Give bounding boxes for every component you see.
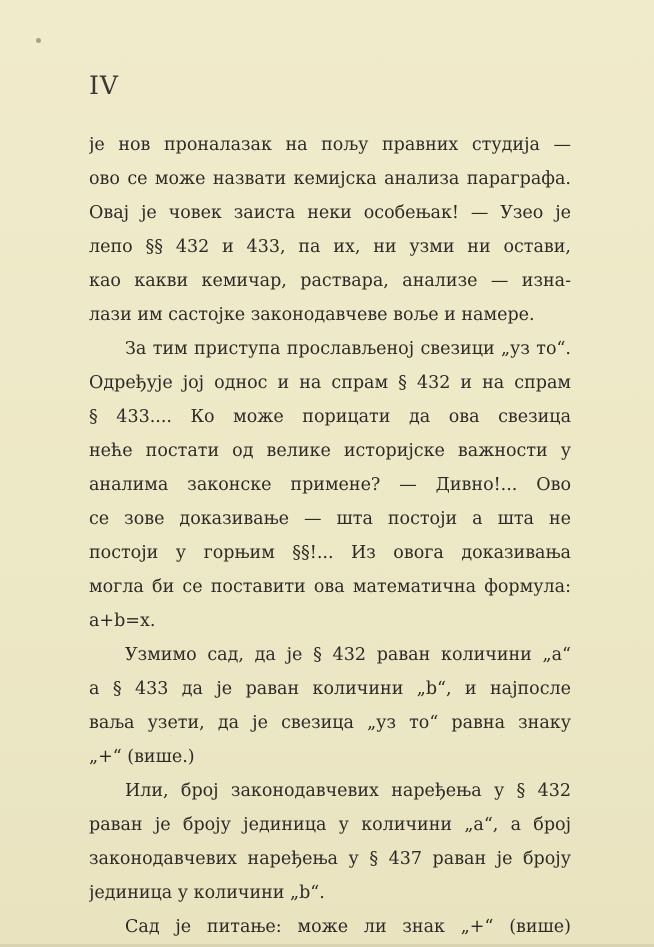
text-line: За тим приступа прослављеној свезици „уз то“. bbox=[125, 339, 571, 359]
text-line: постоји у горњим §§!... Из овога доказивања bbox=[89, 543, 571, 563]
text-line: као какви кемичар, раствара, анализе — изна- bbox=[89, 271, 571, 291]
text-line: „+“ (више.) bbox=[89, 747, 195, 767]
text-line: лази им састојке законодавчеве воље и намере. bbox=[89, 305, 535, 325]
text-line: ваља узети, да је свезица „уз то“ равна знаку bbox=[89, 713, 571, 733]
text-line: се зове доказивање — шта постоји а шта не bbox=[89, 509, 571, 529]
text-line: лепо §§ 432 и 433, па их, ни узми ни остави, bbox=[89, 237, 571, 257]
text-line: је нов проналазак на пољу правних студија — bbox=[89, 135, 571, 155]
text-line: Овај је човек заиста неки особењак! — Узео је bbox=[89, 203, 571, 223]
text-line: Узмимо сад, да је § 432 раван количини „a“ bbox=[125, 645, 571, 665]
text-line: неће постати од велике историјске важности у bbox=[89, 441, 571, 461]
text-line: могла би се поставити ова математична формула: bbox=[89, 577, 571, 597]
text-line: законодавчевих наређења у § 437 раван је броју bbox=[89, 849, 571, 869]
text-line: Или, број законодавчевих наређења у § 432 bbox=[125, 781, 571, 801]
text-line: ово се може назвати кемијска анализа параграфа. bbox=[89, 169, 571, 189]
page-number: IV bbox=[89, 71, 119, 100]
text-line: Одређује јој однос и на спрам § 432 и на спрам bbox=[89, 373, 571, 393]
text-line: а § 433 да је раван количини „b“, и најпосле bbox=[89, 679, 571, 699]
text-line: § 433.... Ко може порицати да ова свезица bbox=[89, 407, 571, 427]
text-line: аналима законске примене? — Дивно!... Ово bbox=[89, 475, 571, 495]
ink-spot bbox=[36, 38, 41, 43]
page-text bbox=[89, 128, 571, 944]
formula-line: a+b=x. bbox=[89, 611, 156, 631]
text-line: Сад је питање: може ли знак „+“ (више) bbox=[125, 917, 571, 937]
text-line: раван је броју јединица у количини „a“, а број bbox=[89, 815, 571, 835]
text-line: јединица у количини „b“. bbox=[89, 883, 325, 903]
